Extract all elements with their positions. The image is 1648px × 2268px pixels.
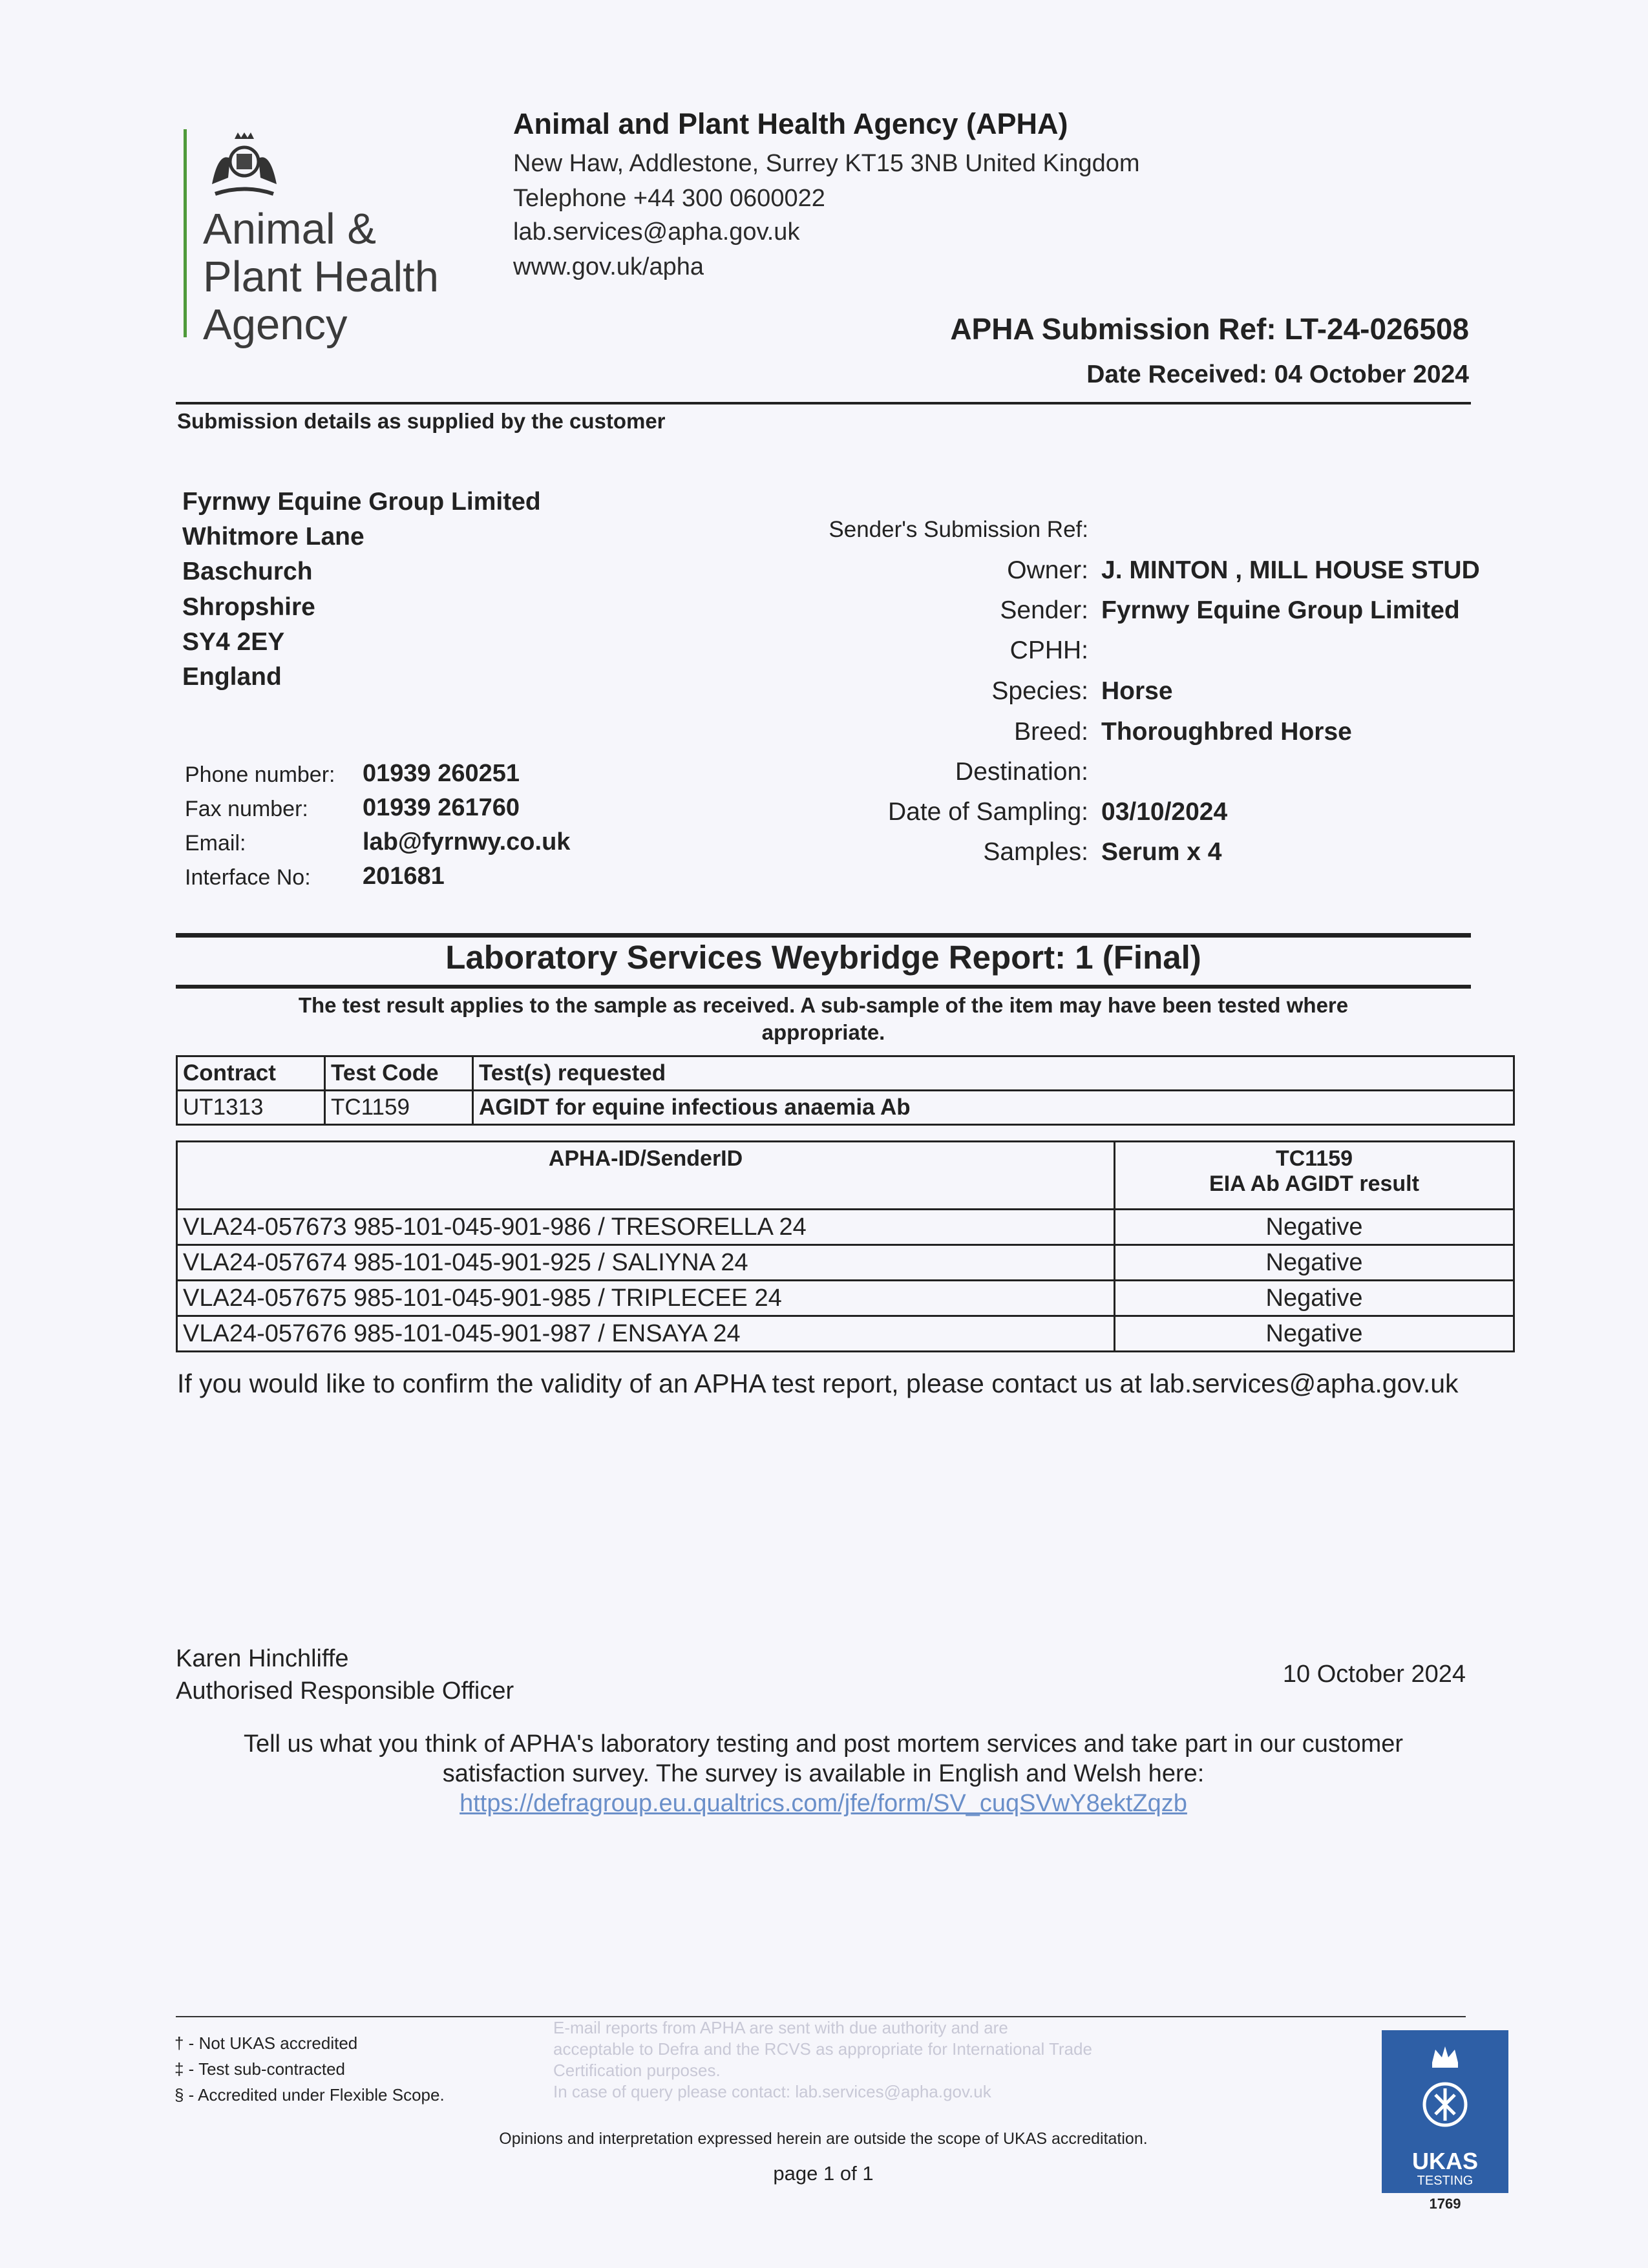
ukas-testing: TESTING bbox=[1417, 2174, 1474, 2188]
table-row bbox=[177, 1281, 1514, 1316]
samples-label: Samples: bbox=[983, 838, 1088, 866]
tests-table bbox=[176, 1055, 1515, 1126]
disclaimer-line: In case of query please contact: lab.services@apha.gov.uk bbox=[553, 2082, 991, 2101]
header-result bbox=[1115, 1142, 1514, 1210]
owner-label: Owner: bbox=[1007, 556, 1088, 584]
header-result-label: EIA Ab AGIDT result bbox=[1209, 1171, 1419, 1196]
sender-value: Fyrnwy Equine Group Limited bbox=[1101, 596, 1460, 624]
address-line: Fyrnwy Equine Group Limited bbox=[182, 488, 541, 516]
report-note-line: The test result applies to the sample as received. A sub-sample of the item may have been tested where bbox=[298, 993, 1349, 1017]
header-test-code: TC1159 bbox=[1275, 1146, 1353, 1171]
address-line: England bbox=[182, 663, 282, 691]
agency-telephone: Telephone +44 300 0600022 bbox=[513, 185, 825, 212]
owner-value: J. MINTON , MILL HOUSE STUD bbox=[1101, 556, 1480, 584]
email-value[interactable]: lab@fyrnwy.co.uk bbox=[363, 828, 571, 856]
sampling-date-value: 03/10/2024 bbox=[1101, 798, 1228, 826]
cphh-label: CPHH: bbox=[1009, 636, 1088, 664]
agency-address: New Haw, Addlestone, Surrey KT15 3NB United Kingdom bbox=[513, 150, 1140, 177]
logo-divider bbox=[184, 129, 187, 337]
species-value: Horse bbox=[1101, 677, 1173, 705]
date-received: Date Received: 04 October 2024 bbox=[1086, 361, 1469, 388]
ukas-crown-icon bbox=[1413, 2043, 1477, 2140]
header-tests-requested: Test(s) requested bbox=[473, 1056, 1514, 1091]
table-row bbox=[177, 1245, 1514, 1281]
breed-label: Breed: bbox=[1014, 718, 1088, 746]
signatory-name: Karen Hinchliffe bbox=[176, 1645, 349, 1672]
ukas-scope-note: Opinions and interpretation expressed herein are outside the scope of UKAS accreditation. bbox=[499, 2130, 1148, 2148]
cell-sample-id: VLA24-057676 985-101-045-901-987 / ENSAYA 24 bbox=[177, 1316, 1115, 1352]
disclaimer-line: acceptable to Defra and the RCVS as appropriate for International Trade bbox=[553, 2039, 1092, 2059]
address-line: SY4 2EY bbox=[182, 628, 285, 656]
legend-item: § - Accredited under Flexible Scope. bbox=[174, 2085, 445, 2105]
cell-test-requested: AGIDT for equine infectious anaemia Ab bbox=[473, 1091, 1514, 1125]
email-disclaimer bbox=[553, 2017, 1277, 2103]
phone-label: Phone number: bbox=[185, 762, 335, 787]
email-label: Email: bbox=[185, 831, 246, 856]
header-contract: Contract bbox=[177, 1056, 325, 1091]
page-number: page 1 of 1 bbox=[773, 2162, 874, 2185]
address-line: Baschurch bbox=[182, 558, 313, 585]
signature-date: 10 October 2024 bbox=[1282, 1661, 1466, 1688]
table-header-row bbox=[177, 1142, 1514, 1210]
cell-test-code: TC1159 bbox=[325, 1091, 473, 1125]
phone-value: 01939 260251 bbox=[363, 760, 520, 787]
agency-name: Animal and Plant Health Agency (APHA) bbox=[513, 107, 1068, 140]
table-header-row bbox=[177, 1056, 1514, 1091]
sender-ref-label: Sender's Submission Ref: bbox=[829, 517, 1088, 542]
cell-result: Negative bbox=[1115, 1210, 1514, 1245]
fax-label: Fax number: bbox=[185, 797, 308, 821]
report-title: Laboratory Services Weybridge Report: 1 (Final) bbox=[445, 939, 1201, 976]
validity-notice: If you would like to confirm the validity of an APHA test report, please contact us at lab.services@apha.gov.uk bbox=[177, 1369, 1459, 1398]
legend-item: ‡ - Test sub-contracted bbox=[174, 2059, 345, 2079]
report-rule-bottom bbox=[176, 985, 1471, 989]
breed-value: Thoroughbred Horse bbox=[1101, 718, 1352, 746]
cell-sample-id: VLA24-057674 985-101-045-901-925 / SALIYNA 24 bbox=[177, 1245, 1115, 1281]
interface-value: 201681 bbox=[363, 863, 445, 890]
results-table bbox=[176, 1140, 1515, 1352]
address-line: Shropshire bbox=[182, 593, 315, 621]
cell-result: Negative bbox=[1115, 1245, 1514, 1281]
ukas-badge bbox=[1382, 2030, 1508, 2193]
ukas-number: 1769 bbox=[1429, 2196, 1461, 2212]
species-label: Species: bbox=[991, 677, 1088, 705]
survey-block bbox=[176, 1729, 1471, 1818]
report-rule-top bbox=[176, 933, 1471, 938]
table-row bbox=[177, 1210, 1514, 1245]
footer-legend bbox=[174, 2030, 445, 2108]
agency-logo-text: Animal & Plant Health Agency bbox=[203, 205, 439, 349]
survey-link[interactable]: https://defragroup.eu.qualtrics.com/jfe/form/SV_cuqSVwY8ektZqzb bbox=[460, 1790, 1187, 1817]
agency-email[interactable]: lab.services@apha.gov.uk bbox=[513, 218, 800, 246]
sender-label: Sender: bbox=[1000, 596, 1088, 624]
samples-value: Serum x 4 bbox=[1101, 838, 1222, 866]
report-note bbox=[176, 992, 1471, 1046]
cell-sample-id: VLA24-057673 985-101-045-901-986 / TRESORELLA 24 bbox=[177, 1210, 1115, 1245]
cell-result: Negative bbox=[1115, 1281, 1514, 1316]
sampling-date-label: Date of Sampling: bbox=[887, 798, 1088, 826]
cell-result: Negative bbox=[1115, 1316, 1514, 1352]
survey-text: Tell us what you think of APHA's laboratory testing and post mortem services and take part in our customer bbox=[243, 1730, 1404, 1758]
address-line: Whitmore Lane bbox=[182, 523, 364, 551]
survey-text: satisfaction survey. The survey is available in English and Welsh here: bbox=[442, 1760, 1205, 1787]
submission-ref: APHA Submission Ref: LT-24-026508 bbox=[950, 312, 1469, 346]
header-divider bbox=[176, 402, 1471, 404]
table-row bbox=[177, 1316, 1514, 1352]
destination-label: Destination: bbox=[955, 758, 1088, 786]
ukas-name: UKAS bbox=[1411, 2148, 1478, 2174]
signatory-role: Authorised Responsible Officer bbox=[176, 1677, 514, 1705]
table-row bbox=[177, 1091, 1514, 1125]
report-note-line: appropriate. bbox=[761, 1020, 885, 1044]
disclaimer-line: E-mail reports from APHA are sent with due authority and are bbox=[553, 2018, 1008, 2037]
cell-contract: UT1313 bbox=[177, 1091, 325, 1125]
interface-label: Interface No: bbox=[185, 865, 311, 890]
disclaimer-line: Certification purposes. bbox=[553, 2061, 721, 2080]
header-apha-id: APHA-ID/SenderID bbox=[177, 1142, 1115, 1210]
agency-website[interactable]: www.gov.uk/apha bbox=[513, 253, 704, 280]
header-test-code: Test Code bbox=[325, 1056, 473, 1091]
cell-sample-id: VLA24-057675 985-101-045-901-985 / TRIPLECEE 24 bbox=[177, 1281, 1115, 1316]
royal-crest-icon bbox=[206, 132, 283, 200]
submission-heading: Submission details as supplied by the customer bbox=[177, 409, 666, 433]
fax-value: 01939 261760 bbox=[363, 794, 520, 821]
legend-item: † - Not UKAS accredited bbox=[174, 2033, 358, 2053]
signatory bbox=[176, 1643, 514, 1707]
